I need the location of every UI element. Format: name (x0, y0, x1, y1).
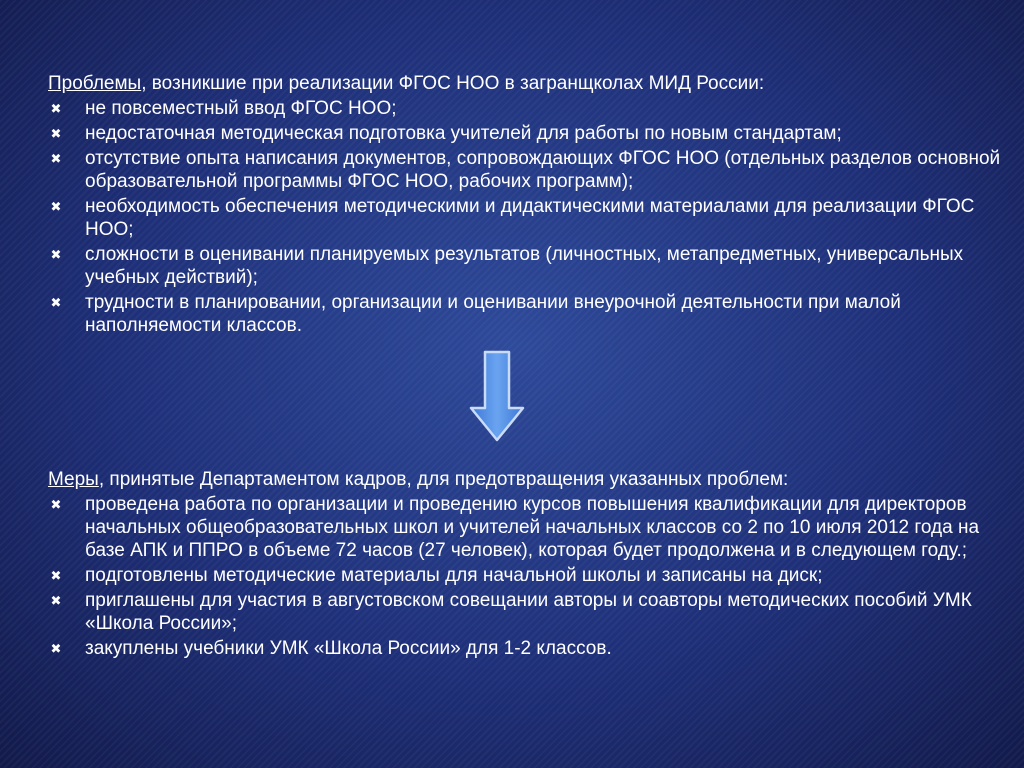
list-item-text: не повсеместный ввод ФГОС НОО; (85, 98, 397, 119)
x-bullet-icon: ✖ (50, 295, 62, 310)
list-item-text: отсутствие опыта написания документов, сопровождающих ФГОС НОО (отдельных разделов основной образовательной программы ФГОС НОО, рабочих программ); (85, 148, 1001, 192)
x-bullet-icon: ✖ (50, 641, 62, 656)
list-item (48, 97, 1008, 120)
x-bullet-icon: ✖ (50, 101, 62, 116)
list-item (48, 637, 1008, 660)
list-item (48, 291, 1008, 337)
x-bullet-icon: ✖ (50, 497, 62, 512)
measures-list (48, 493, 1008, 660)
list-item-text: приглашены для участия в августовском совещании авторы и соавторы методических пособий УМК «Школа России»; (85, 590, 972, 634)
down-arrow-icon (468, 350, 526, 442)
x-bullet-icon: ✖ (50, 199, 62, 214)
list-item-text: трудности в планировании, организации и оценивании внеурочной деятельности при малой наполняемости классов. (85, 292, 901, 336)
measures-heading-rest: , принятые Департаментом кадров, для предотвращения указанных проблем: (98, 469, 789, 490)
list-item-text: недостаточная методическая подготовка учителей для работы по новым стандартам; (85, 123, 842, 144)
list-item (48, 564, 1008, 587)
measures-section (48, 468, 1008, 660)
x-bullet-icon: ✖ (50, 151, 62, 166)
list-item (48, 493, 1008, 562)
list-item-text: закуплены учебники УМК «Школа России» для 1-2 классов. (85, 638, 612, 659)
problems-heading (48, 72, 1008, 95)
problems-heading-key: Проблемы (48, 73, 142, 94)
list-item-text: необходимость обеспечения методическими и дидактическими материалами для реализации ФГОС НОО; (85, 196, 975, 240)
x-bullet-icon: ✖ (50, 593, 62, 608)
x-bullet-icon: ✖ (50, 126, 62, 141)
list-item (48, 589, 1008, 635)
list-item-text: подготовлены методические материалы для начальной школы и записаны на диск; (85, 565, 823, 586)
list-item (48, 243, 1008, 289)
measures-heading (48, 468, 1008, 491)
list-item (48, 122, 1008, 145)
list-item-text: проведена работа по организации и проведению курсов повышения квалификации для директоров начальных общеобразовательных школ и учителей начальных классов со 2 по 10 июля 2012 года на базе АПК и ППРО в объеме 72 часов (27 человек), которая будет продолжена и в следующем году.; (85, 494, 980, 561)
problems-list (48, 97, 1008, 337)
measures-heading-key: Меры (48, 469, 99, 490)
problems-section (48, 72, 1008, 337)
x-bullet-icon: ✖ (50, 568, 62, 583)
list-item (48, 147, 1008, 193)
x-bullet-icon: ✖ (50, 247, 62, 262)
problems-heading-rest: , возникшие при реализации ФГОС НОО в загранщколах МИД России: (141, 73, 765, 94)
list-item-text: сложности в оценивании планируемых результатов (личностных, метапредметных, универсальных учебных действий); (85, 244, 964, 288)
list-item (48, 195, 1008, 241)
